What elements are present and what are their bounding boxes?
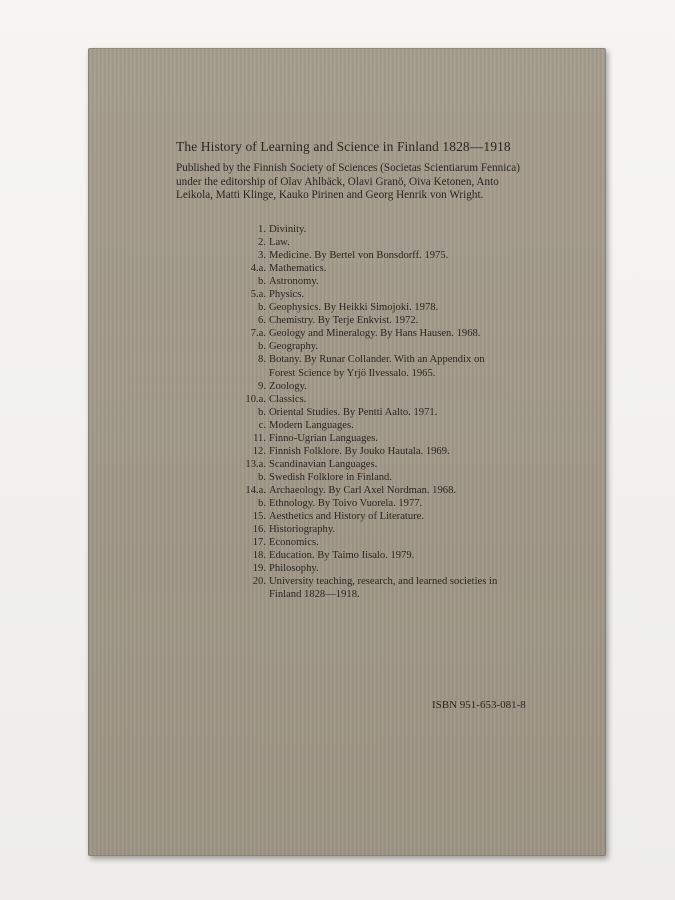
publisher-statement [176, 162, 556, 203]
volume-item [232, 419, 567, 432]
volume-item [232, 471, 567, 484]
volume-item [232, 223, 567, 236]
volume-item [232, 497, 567, 510]
volume-title-continuation: Finland 1828—1918. [269, 589, 360, 601]
volume-title: Modern Languages. [269, 419, 354, 431]
volume-item [232, 484, 567, 497]
volume-item [232, 549, 567, 562]
volume-number: 7.a. [250, 328, 266, 340]
volume-title: Finnish Folklore. By Jouko Hautala. 1969. [269, 445, 450, 457]
volume-number: 20. [252, 576, 266, 588]
volume-title: Aesthetics and History of Literature. [269, 511, 425, 523]
volume-number: 2. [258, 237, 266, 249]
volume-title: Zoology. [269, 380, 307, 392]
volume-title: Economics. [269, 537, 319, 549]
volume-number: 14.a. [245, 484, 266, 496]
volume-title-continuation: Forest Science by Yrjö Ilvessalo. 1965. [269, 367, 436, 379]
volume-item [232, 275, 567, 288]
volume-item [232, 301, 567, 314]
volume-item [232, 353, 567, 366]
volume-number: 3. [258, 250, 266, 262]
publisher-line: Leikola, Matti Klinge, Kauko Pirinen and Georg Henrik von Wright. [176, 189, 484, 201]
volume-number: 6. [258, 315, 266, 327]
volume-title: Swedish Folklore in Finland. [269, 471, 393, 483]
volume-number: b. [258, 341, 266, 353]
volume-item [232, 562, 567, 575]
volume-item [232, 510, 567, 523]
volume-item [232, 523, 567, 536]
volume-item [232, 458, 567, 471]
volume-number: 12. [252, 445, 266, 457]
volume-number: 13.a. [245, 458, 266, 470]
volume-item [232, 575, 567, 588]
volume-item [232, 536, 567, 549]
volume-item [232, 380, 567, 393]
volume-item [232, 340, 567, 353]
volume-title: Geophysics. By Heikki Simojoki. 1978. [269, 302, 439, 314]
volume-number: 19. [252, 563, 266, 575]
volume-number: c. [258, 419, 266, 431]
volume-number: 15. [252, 511, 266, 523]
volume-number: 11. [253, 432, 266, 444]
volume-title: Physics. [269, 289, 305, 301]
volume-item [232, 314, 567, 327]
volume-number: 18. [252, 550, 266, 562]
volume-list [232, 223, 567, 601]
series-title: The History of Learning and Science in Finland 1828—1918 [176, 139, 511, 154]
volume-title: Philosophy. [269, 563, 319, 575]
volume-title: Classics. [269, 393, 307, 405]
volume-title: Law. [269, 237, 290, 249]
volume-number: 9. [258, 380, 266, 392]
volume-title: Ethnology. By Toivo Vuorela. 1977. [269, 497, 423, 509]
volume-title: Historiography. [269, 524, 336, 536]
isbn: ISBN 951-653-081-8 [432, 699, 526, 711]
volume-number: b. [258, 302, 266, 314]
volume-title: Archaeology. By Carl Axel Nordman. 1968. [269, 484, 457, 496]
publisher-line: under the editorship of Olav Ahlbäck, Olavi Granö, Oiva Ketonen, Anto [176, 175, 499, 188]
volume-number: b. [258, 276, 266, 288]
volume-number: 16. [252, 524, 266, 536]
volume-title: University teaching, research, and learned societies in [269, 576, 498, 588]
publisher-line: Published by the Finnish Society of Sciences (Societas Scientiarum Fennica) [176, 162, 520, 174]
volume-item [232, 262, 567, 275]
volume-title: Scandinavian Languages. [269, 458, 378, 470]
volume-title: Geology and Mineralogy. By Hans Hausen. 1968. [269, 328, 481, 340]
volume-item [232, 327, 567, 340]
volume-number: 4.a. [250, 263, 266, 275]
volume-item [232, 406, 567, 419]
volume-title: Chemistry. By Terje Enkvist. 1972. [269, 315, 419, 327]
volume-number: b. [258, 497, 266, 509]
volume-title: Botany. By Runar Collander. With an Appendix on [269, 354, 485, 366]
volume-title: Mathematics. [269, 263, 327, 275]
volume-item [232, 445, 567, 458]
volume-item [232, 288, 567, 301]
volume-item [232, 249, 567, 262]
volume-number: 5.a. [250, 289, 266, 301]
volume-item [232, 236, 567, 249]
volume-title: Finno-Ugrian Languages. [269, 432, 378, 444]
volume-title: Divinity. [269, 224, 307, 235]
volume-title: Medicine. By Bertel von Bonsdorff. 1975. [269, 250, 449, 262]
volume-item [232, 393, 567, 406]
volume-title: Astronomy. [269, 276, 319, 288]
volume-number: 8. [258, 354, 266, 366]
volume-title: Oriental Studies. By Pentti Aalto. 1971. [269, 406, 438, 418]
volume-number: 17. [252, 537, 266, 549]
volume-item [232, 432, 567, 445]
volume-title: Geography. [269, 341, 319, 353]
volume-number: b. [258, 406, 266, 418]
volume-number: b. [258, 471, 266, 483]
volume-title: Education. By Taimo Iisalo. 1979. [269, 550, 415, 562]
volume-number: 1. [258, 224, 266, 235]
volume-number: 10.a. [245, 393, 266, 405]
